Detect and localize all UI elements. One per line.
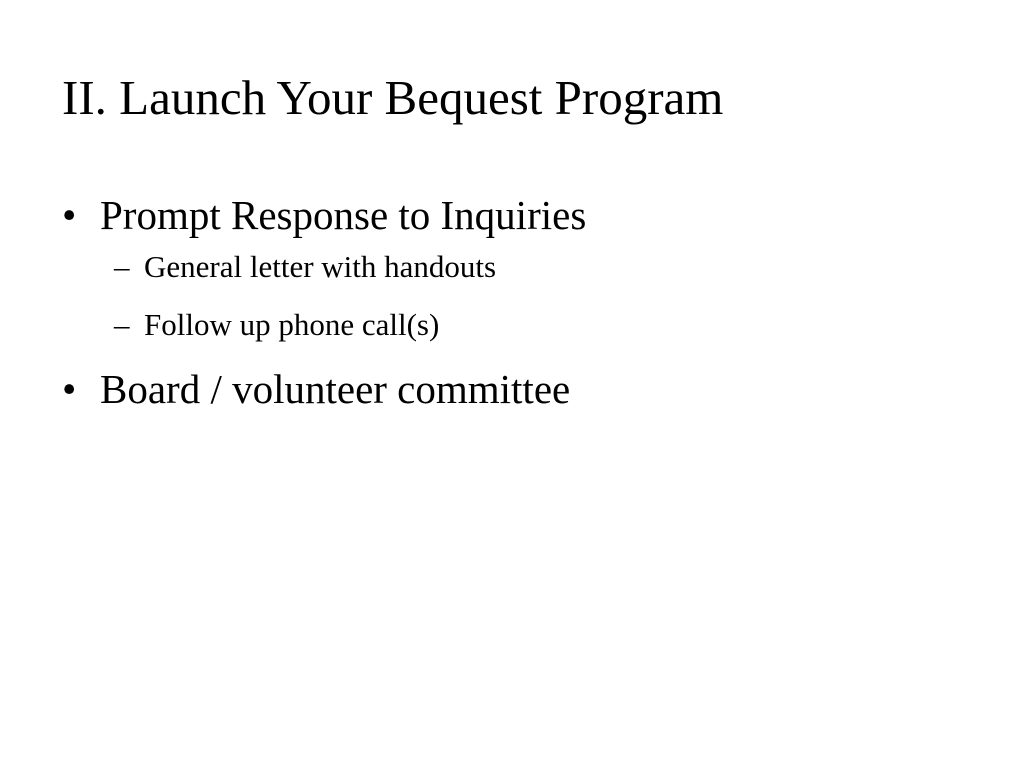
bullet-marker: • [62, 366, 77, 412]
bullet-row [62, 190, 586, 240]
sub-bullet-text: Follow up phone call(s) [144, 307, 440, 342]
bullet-text: Board / volunteer committee [100, 366, 571, 412]
bullet-row [62, 364, 586, 414]
sub-bullet-item [114, 306, 586, 344]
bullet-marker: • [62, 192, 77, 238]
bullet-list [62, 190, 586, 414]
bullet-text: Prompt Response to Inquiries [100, 192, 587, 238]
dash-marker: – [114, 249, 130, 284]
slide-title: II. Launch Your Bequest Program [62, 70, 724, 125]
sub-bullet-text: General letter with handouts [144, 249, 497, 284]
sub-bullet-list [62, 248, 586, 344]
sub-bullet-item [114, 248, 586, 286]
dash-marker: – [114, 307, 130, 342]
bullet-item-board-committee [62, 364, 586, 414]
bullet-item-prompt-response [62, 190, 586, 344]
